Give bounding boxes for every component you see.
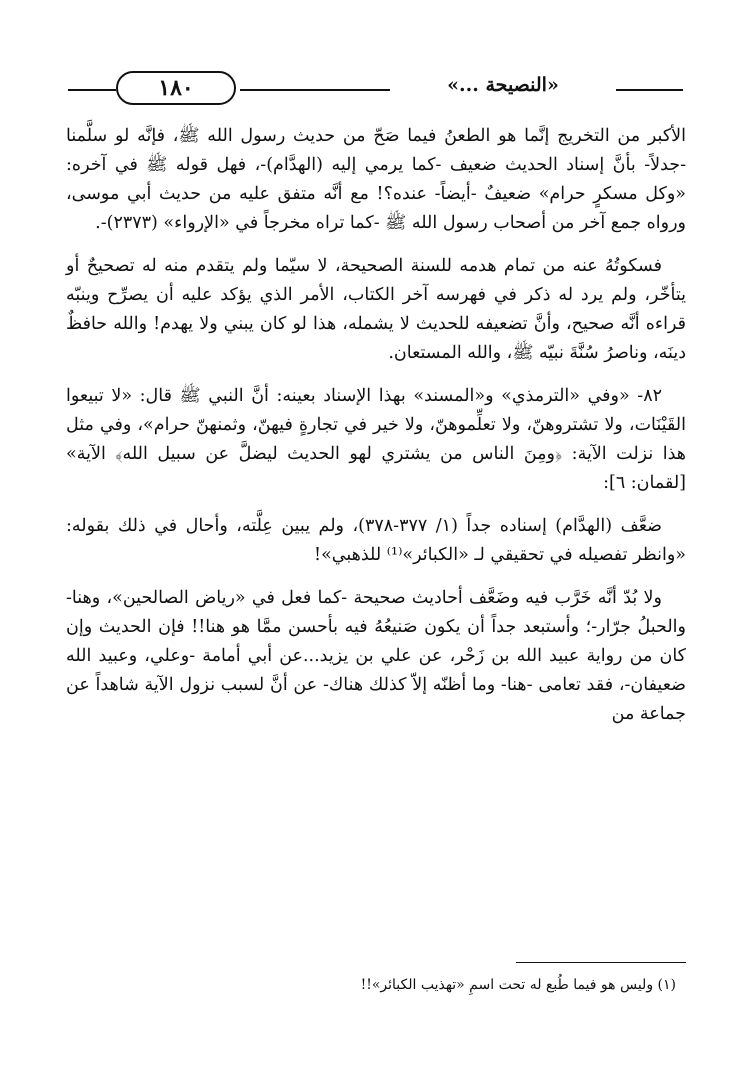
footnote: (١) وليس هو فيما طُبع له تحت اسمِ «تهذيب الكبائر»!! — [360, 977, 676, 993]
header-rule-right — [616, 89, 683, 91]
page-header — [68, 70, 683, 110]
page-number: ١٨٠ — [116, 71, 236, 105]
header-rule-left — [68, 89, 116, 91]
paragraph-5: ولا بُدّ أنَّه خَرَّب فيه وضَعَّف أحاديث صحيحة -كما فعل في «رياض الصالحين»، وهنا- والحبلُ جرّار-؛ وأستبعد جداً أن يكون صَنيعُهُ فيه بأحسن ممَّا هو هنا!! فإن الحديث وإن كان من رواية عبيد الله بن زَحْر، عن علي بن يزيد...عن أبي أمامة -وعلي، وعبيد الله ضعيفان-، فقد تعامى -هنا- وما أظنّه إلاّ كذلك هناك- عن أنَّ لسبب نزول الآية شاهداً عن جماعة من — [66, 588, 686, 724]
paragraph-2: فسكوتُهُ عنه من تمام هدمه للسنة الصحيحة، لا سيّما ولم يتقدم منه له تصحيحٌ أو يتأخّر، ولم يرد له ذكر في فهرسه آخر الكتاب، الأمر الذي يؤكد عليه أن يصرِّح وينبّه قراءه أنَّه صحيح، وأنَّ تضعيفه للحديث لا يشمله، هذا لو كان يبني ولا يهدم! والله حافظٌ دينَه، وناصرُ سُنَّةَ نبيّه ﷺ، والله المستعان. — [66, 256, 686, 363]
running-title: «النصيحة ...» — [447, 74, 559, 96]
paragraph-4: ضعَّف (الهدَّام) إسناده جداً (١/ ٣٧٧-٣٧٨)، ولم يبين عِلَّته، وأحال في ذلك بقوله: «وانظر تفصيله في تحقيقي لـ «الكبائر»⁽¹⁾ للذهبي»! — [66, 516, 686, 565]
footnote-divider — [516, 962, 686, 963]
paragraph-1: الأكبر من التخريج إنَّما هو الطعنُ فيما صَحّ من حديث رسول الله ﷺ، فإنَّه لو سلَّمنا -جدلاً- بأنَّ إسناد الحديث ضعيف -كما يرمي إليه (الهدَّام)-، فهل قوله ﷺ في آخره: «وكل مسكرٍ حرام» ضعيفٌ -أيضاً- عنده؟! مع أنَّه متفق عليه من حديث أبي موسى، ورواه جمع آخر من أصحاب رسول الله ﷺ -كما تراه مخرجاً في «الإرواء» (٢٣٧٣)-. — [66, 126, 686, 233]
body-text — [66, 122, 686, 743]
header-rule-middle — [240, 89, 390, 91]
paragraph-3: ٨٢- «وفي «الترمذي» و«المسند» بهذا الإسناد بعينه: أنَّ النبي ﷺ قال: «لا تبيعوا القَيْنَات، ولا تشتروهنّ، ولا تعلِّموهنّ، ولا خير في تجارةٍ فيهنّ، وثمنهنّ حرام»، وفي مثل هذا نزلت الآية: ﴿ومِنَ الناس من يشتري لهو الحديث ليضلَّ عن سبيل الله﴾ الآية» [لقمان: ٦]: — [66, 386, 686, 493]
